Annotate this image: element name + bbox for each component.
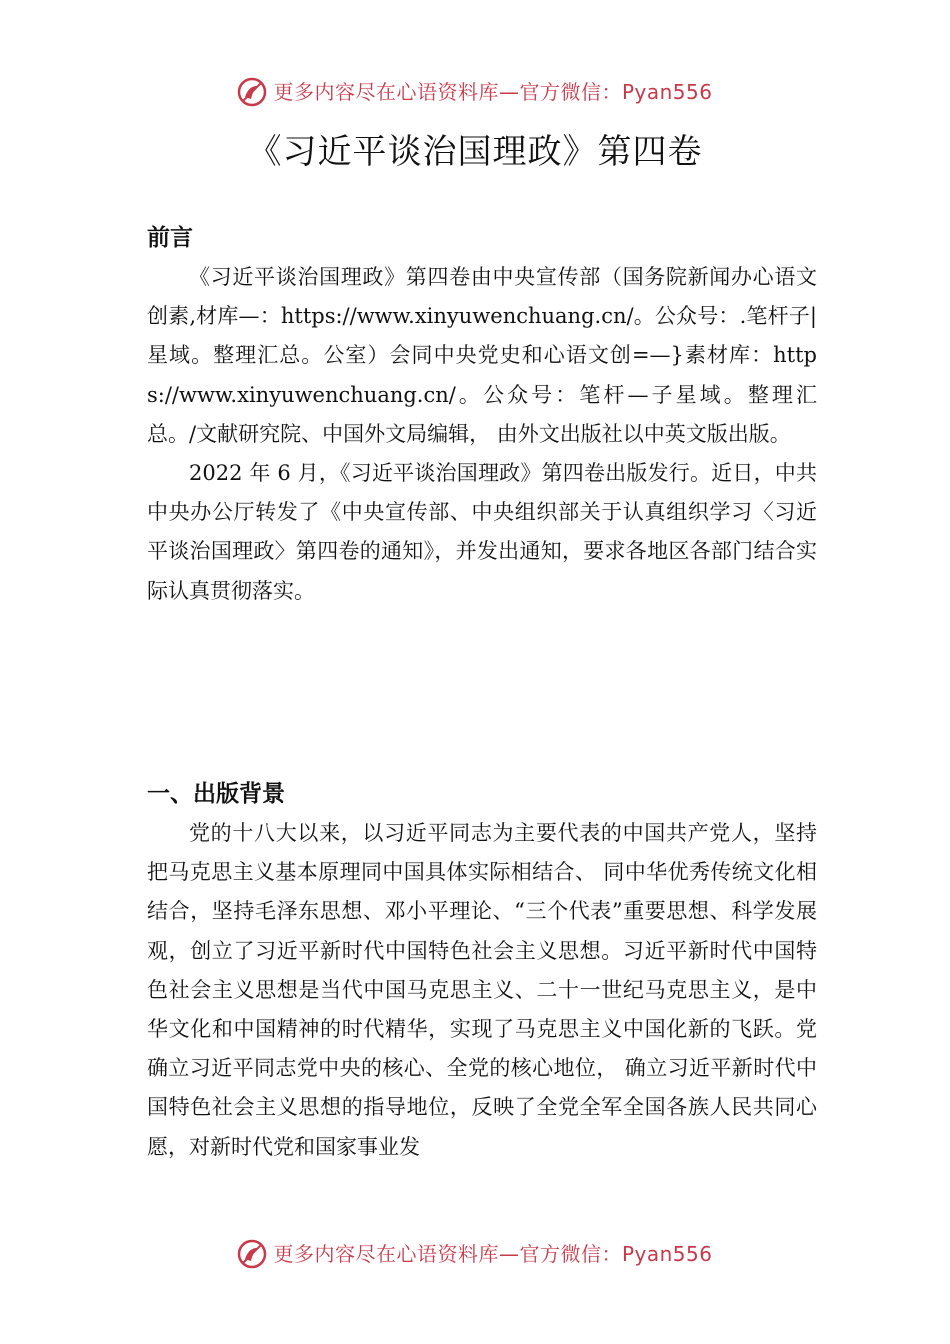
watermark-text: 更多内容尽在心语资料库—官方微信：Pyan556 bbox=[273, 80, 713, 104]
seal-logo-icon bbox=[237, 1239, 267, 1269]
watermark-text: 更多内容尽在心语资料库—官方微信：Pyan556 bbox=[273, 1242, 713, 1266]
paragraph: 《习近平谈治国理政》第四卷由中央宣传部（国务院新闻办心语文创素,材库—：https://www.xinyuwenchuang.cn/。公众号：.笔杆子|星域。整理汇总。公室）会同中央党史和心语文创=—}素材库：https://www.xinyuwenchuang.cn/。公众号：笔杆—子星域。整理汇总。/文献研究院、中国外文局编辑， 由外文出版社以中英文版出版。 bbox=[147, 265, 817, 446]
footer-watermark bbox=[0, 1238, 950, 1269]
section-body-background bbox=[147, 814, 817, 1167]
paragraph: 党的十八大以来，以习近平同志为主要代表的中国共产党人，坚持把马克思主义基本原理同中国具体实际相结合、 同中华优秀传统文化相结合，坚持毛泽东思想、邓小平理论、“三个代表”重要思想、科学发展观，创立了习近平新时代中国特色社会主义思想。习近平新时代中国特色社会主义思想是当代中国马克思主义、二十一世纪马克思主义，是中华文化和中国精神的时代精华，实现了马克思主义中国化新的飞跃。党确立习近平同志党中央的核心、全党的核心地位， 确立习近平新时代中国特色社会主义思想的指导地位，反映了全党全军全国各族人民共同心愿，对新时代党和国家事业发 bbox=[147, 821, 817, 1159]
section-heading-background: 一、出版背景 bbox=[147, 781, 285, 807]
section-heading-preface: 前言 bbox=[147, 225, 193, 251]
section-body-preface bbox=[147, 258, 817, 611]
paragraph: 2022 年 6 月，《习近平谈治国理政》第四卷出版发行。近日，中共中央办公厅转发了《中央宣传部、中央组织部关于认真组织学习〈习近平谈治国理政〉第四卷的通知》，并发出通知，要求各地区各部门结合实际认真贯彻落实。 bbox=[147, 461, 817, 603]
seal-logo-icon bbox=[237, 77, 267, 107]
header-watermark bbox=[0, 76, 950, 107]
document-title: 《习近平谈治国理政》第四卷 bbox=[247, 132, 703, 172]
